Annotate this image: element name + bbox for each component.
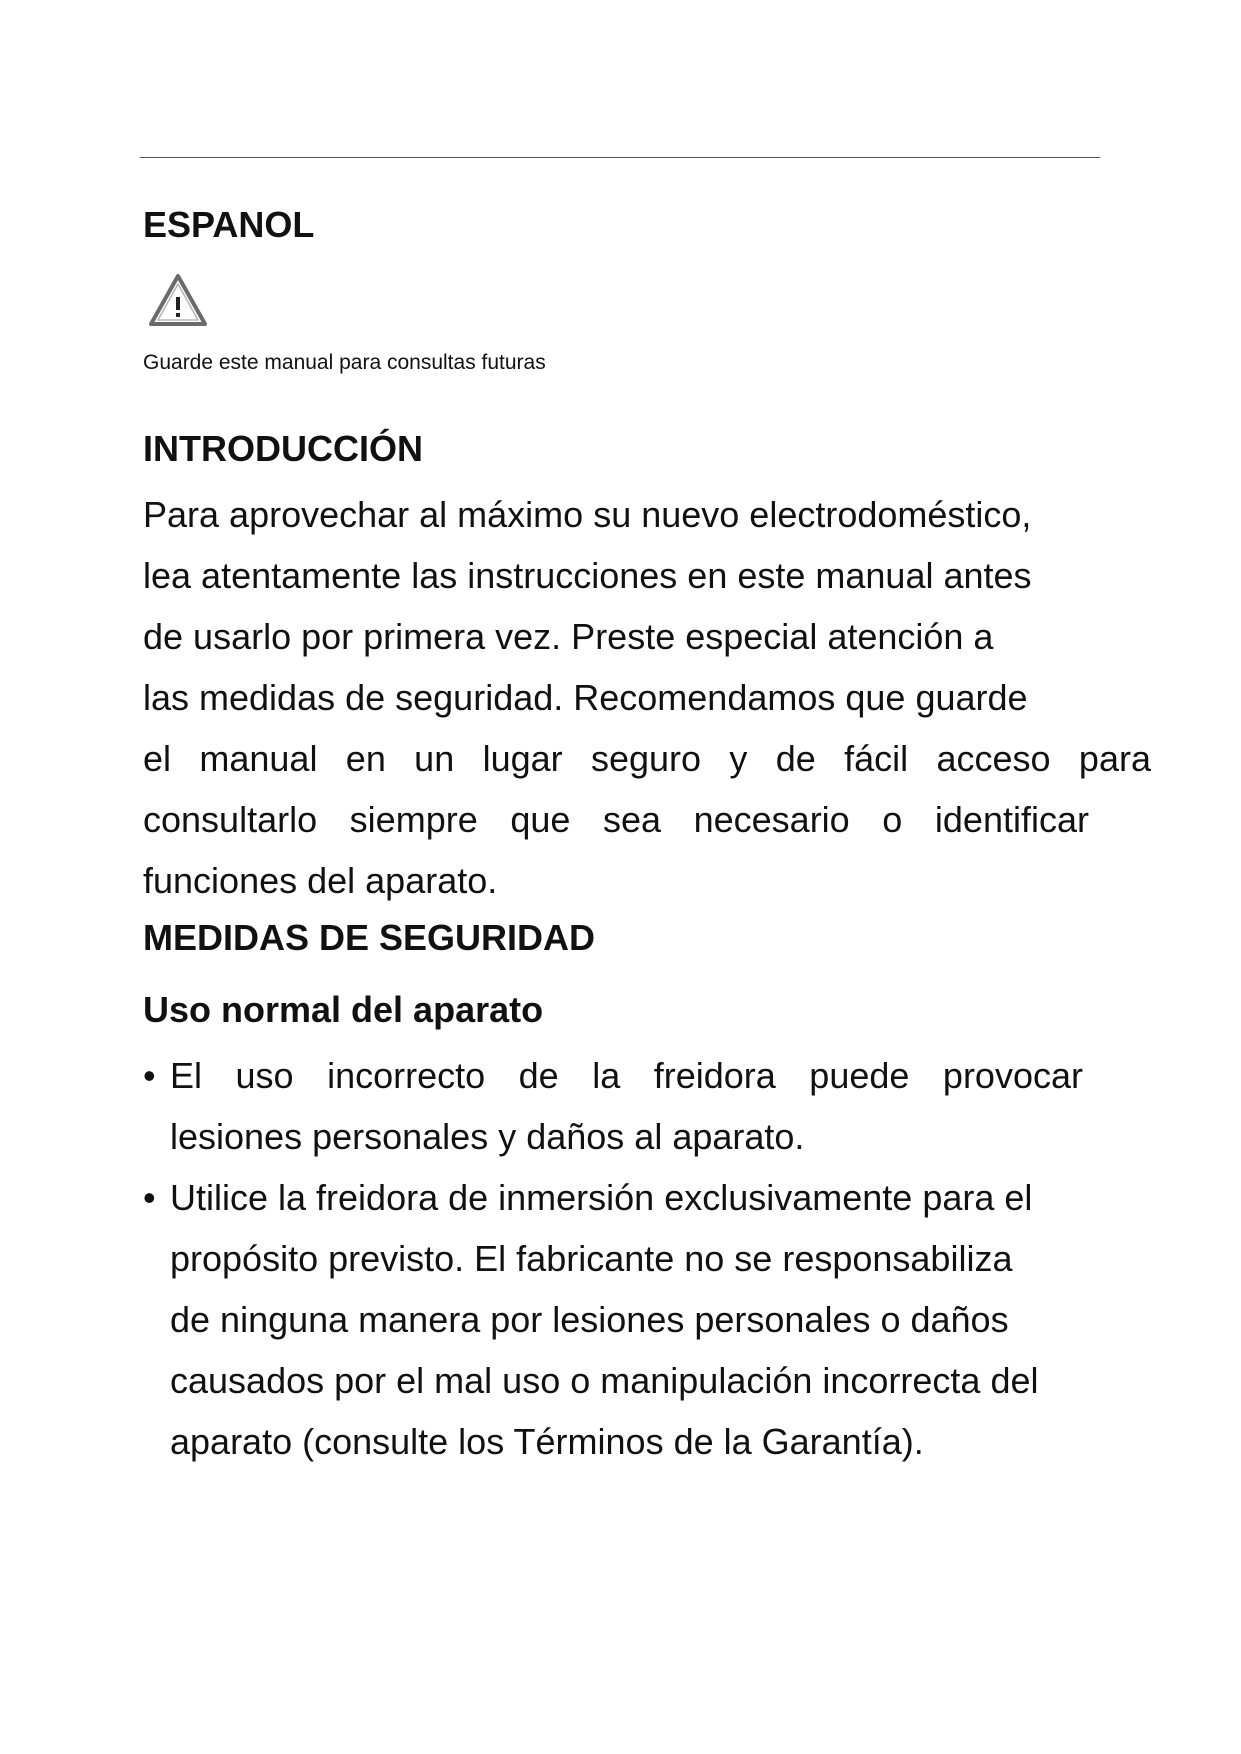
bullet-line: Utilice la freidora de inmersión exclusivamente para el <box>170 1177 1033 1218</box>
keep-manual-note: Guarde este manual para consultas futuras <box>143 351 546 374</box>
bullet-line: de ninguna manera por lesiones personales o daños <box>170 1299 1009 1340</box>
bullet-line: El uso incorrecto de la freidora puede provocar <box>170 1055 1083 1096</box>
paragraph-line: las medidas de seguridad. Recomendamos que guarde <box>143 677 1028 718</box>
bullet-line: propósito previsto. El fabricante no se responsabiliza <box>170 1238 1013 1279</box>
bullet-line: causados por el mal uso o manipulación incorrecta del <box>170 1360 1039 1401</box>
bullet-item <box>143 1167 1153 1472</box>
bullet-line: lesiones personales y daños al aparato. <box>170 1116 805 1157</box>
bullet-symbol: • <box>143 1177 156 1218</box>
paragraph-line: lea atentamente las instrucciones en este manual antes <box>143 555 1032 596</box>
safety-bullet-list <box>143 1045 1153 1472</box>
safety-heading: MEDIDAS DE SEGURIDAD <box>143 917 596 958</box>
language-heading: ESPANOL <box>143 204 315 245</box>
paragraph-line: de usarlo por primera vez. Preste especial atención a <box>143 616 994 657</box>
bullet-line: aparato (consulte los Términos de la Garantía). <box>170 1421 924 1462</box>
warning-triangle-icon <box>148 272 208 328</box>
paragraph-line: el manual en un lugar seguro y de fácil acceso para <box>143 738 1151 779</box>
introduction-paragraph <box>143 484 1153 911</box>
paragraph-line: consultarlo siempre que sea necesario o identificar <box>143 799 1089 840</box>
paragraph-line: funciones del aparato. <box>143 860 498 901</box>
paragraph-line: Para aprovechar al máximo su nuevo electrodoméstico, <box>143 494 1032 535</box>
bullet-symbol: • <box>143 1055 156 1096</box>
top-divider <box>140 157 1100 158</box>
bullet-item <box>143 1045 1153 1167</box>
normal-use-subheading: Uso normal del aparato <box>143 989 544 1030</box>
introduction-heading: INTRODUCCIÓN <box>143 428 423 469</box>
